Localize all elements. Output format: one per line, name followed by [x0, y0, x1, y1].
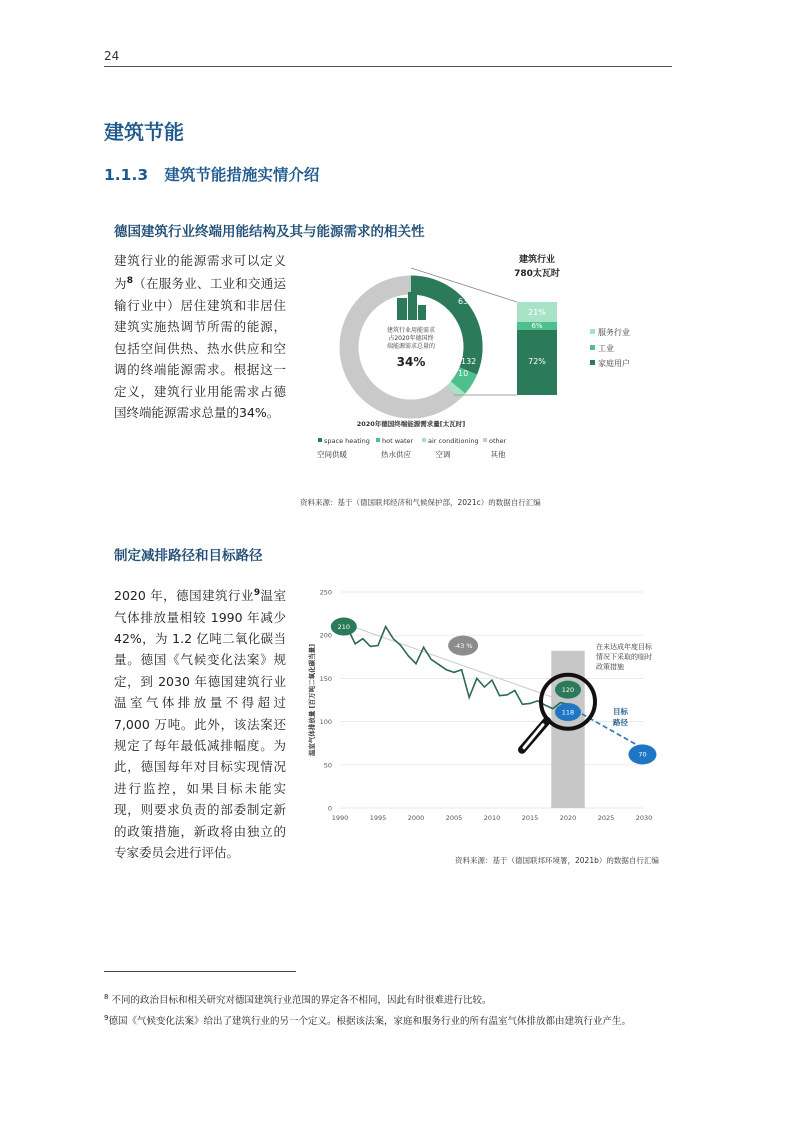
x-tick-2010: 2010	[483, 814, 501, 822]
bubble-label-118: 118	[561, 708, 575, 717]
donut-center-label-1: 建筑行业用能需求	[386, 327, 436, 334]
footnote-text-8: 不同的政治目标和相关研究对德国建筑行业范围的界定各不相同，因此有时很难进行比较。	[108, 995, 492, 1007]
legend-industry-swatch	[590, 345, 595, 350]
y-tick-100: 100	[319, 718, 332, 727]
donut-label-10: 10	[458, 369, 469, 378]
footnote-rule	[104, 971, 296, 972]
annotation-line-3: 政策措施	[596, 663, 624, 671]
stack-title: 建筑行业	[518, 255, 556, 265]
part1-text-a: 建筑行业的能源需求可以定义为	[114, 253, 286, 292]
donut-label-638: 638	[458, 297, 474, 306]
subsection-text: 建筑节能措施实情介绍	[164, 166, 320, 184]
chart-gridlines	[337, 592, 647, 808]
legend-cn-hot-water: 热水供应	[381, 450, 411, 459]
footnote-9	[104, 1011, 674, 1029]
donut-center-label-3: 端能源需求总量的	[386, 343, 436, 350]
part2-heading: 制定减排路径和目标路径	[114, 548, 263, 564]
donut-source: 资料来源：基于（德国联邦经济和气候保护部，2021c）的数据自行汇编	[300, 498, 541, 507]
donut-center-label-2: 占2020年德国终	[388, 335, 434, 342]
bubble-label-reduction: -43 %	[453, 641, 473, 650]
x-tick-2000: 2000	[407, 814, 425, 822]
y-tick-150: 150	[319, 674, 332, 683]
x-tick-2030: 2030	[635, 814, 653, 822]
footnote-ref-9[interactable]: 9	[253, 588, 261, 598]
legend-service-swatch	[590, 329, 595, 334]
legend-other-swatch	[483, 438, 487, 442]
y-tick-0: 0	[327, 804, 332, 813]
x-tick-1990: 1990	[331, 814, 349, 822]
building-icon	[397, 292, 426, 320]
legend-household: 家庭用户	[598, 359, 630, 368]
x-tick-2025: 2025	[597, 814, 615, 822]
stack-label-industry: 6%	[531, 322, 543, 330]
legend-space-heating-swatch	[318, 438, 322, 442]
donut-label-132: 132	[461, 357, 477, 366]
footnote-text-9: 德国《气候变化法案》给出了建筑行业的另一个定义。根据该法案，家庭和服务行业的所有温室气体排放都由建筑行业产生。	[108, 1016, 631, 1028]
donut-air-conditioning-segment	[454, 388, 458, 393]
legend-space-heating: space heating	[324, 437, 370, 445]
target-label-line-2: 路径	[613, 718, 628, 727]
legend-cn-other: 其他	[490, 450, 506, 459]
chart-source: 资料来源：基于（德国联邦环境署，2021b）的数据自行汇编	[455, 856, 659, 865]
annotation-line-1: 在未达成年度目标	[596, 643, 652, 651]
stack-total: 780太瓦时	[514, 269, 560, 279]
x-tick-2020: 2020	[559, 814, 577, 822]
trend-line	[348, 625, 561, 700]
y-axis	[320, 589, 332, 813]
section-title: 建筑节能	[104, 120, 184, 144]
y-axis-title: 温室气体排放量 [百万吨二氧化碳当量]	[308, 643, 316, 757]
legend-other: other	[489, 437, 507, 445]
subsection-title	[104, 163, 319, 185]
legend-air-conditioning: air conditioning	[428, 437, 479, 445]
donut-figure	[300, 250, 680, 470]
target-label-line-1: 目标	[613, 707, 628, 716]
bubble-label-210: 210	[337, 622, 351, 631]
legend-cn-space-heating: 空间供暖	[317, 450, 347, 459]
donut-center-value: 34%	[396, 355, 426, 369]
bubble-label-120: 120	[561, 685, 575, 694]
legend-service: 服务行业	[598, 328, 630, 337]
stack-label-household: 72%	[528, 357, 546, 366]
y-tick-50: 50	[323, 761, 332, 770]
part2-paragraph	[114, 583, 286, 863]
header-rule	[104, 66, 672, 67]
part1-paragraph	[114, 250, 286, 423]
legend-air-conditioning-swatch	[422, 438, 426, 442]
subsection-number: 1.1.3	[104, 166, 149, 184]
footnote-mark-9: 9	[104, 1014, 109, 1022]
y-tick-200: 200	[319, 631, 332, 640]
bubble-label-70: 70	[638, 750, 647, 759]
footnote-mark-8: 8	[104, 993, 109, 1001]
legend-household-swatch	[590, 360, 595, 365]
part2-text-a: 2020 年，德国建筑行业	[114, 588, 254, 604]
annotation-line-2: 情况下采取的临时	[596, 653, 652, 661]
footnote-ref-8[interactable]: 8	[126, 276, 134, 287]
footnote-8	[104, 990, 674, 1008]
y-tick-250: 250	[319, 588, 332, 597]
stack-label-service: 21%	[528, 308, 546, 317]
x-tick-1995: 1995	[369, 814, 387, 822]
x-axis	[332, 814, 653, 822]
part2-text-b: 温室气体排放量相较 1990 年减少 42%，为 1.2 亿吨二氧化碳当量。德国《气候变化法案》规定，到 2030 年德国建筑行业温室气体排放量不得超过 7,000 万吨。此外，该法案还规定了每年最低减排幅度。为此，德国每年对目标实现情况进行监控，如果目标未能实现，则要求负责的部委制定新的政策措施，新政将由独立的专家委员会进行评估。	[114, 588, 286, 861]
x-tick-2015: 2015	[521, 814, 539, 822]
legend-hot-water: hot water	[382, 437, 414, 445]
legend-industry: 工业	[598, 344, 614, 353]
legend-hot-water-swatch	[376, 438, 380, 442]
x-tick-2005: 2005	[445, 814, 463, 822]
magnifier-handle-inner	[524, 725, 543, 748]
part1-text-b: （在服务业、工业和交通运输行业中）居住建筑和非居住建筑实施热调节所需的能源，包括空间供热、热水供应和空调的终端能源需求。根据这一定义，建筑行业用能需求占德国终端能源需求总量的34%。	[114, 276, 286, 420]
emissions-chart	[300, 580, 672, 830]
legend-cn-air-conditioning: 空调	[435, 450, 451, 459]
page-number: 24	[104, 49, 120, 63]
part1-heading: 德国建筑行业终端用能结构及其与能源需求的相关性	[114, 224, 425, 240]
donut-axis-title: 2020年德国终端能源需求量[太瓦时]	[356, 420, 466, 428]
